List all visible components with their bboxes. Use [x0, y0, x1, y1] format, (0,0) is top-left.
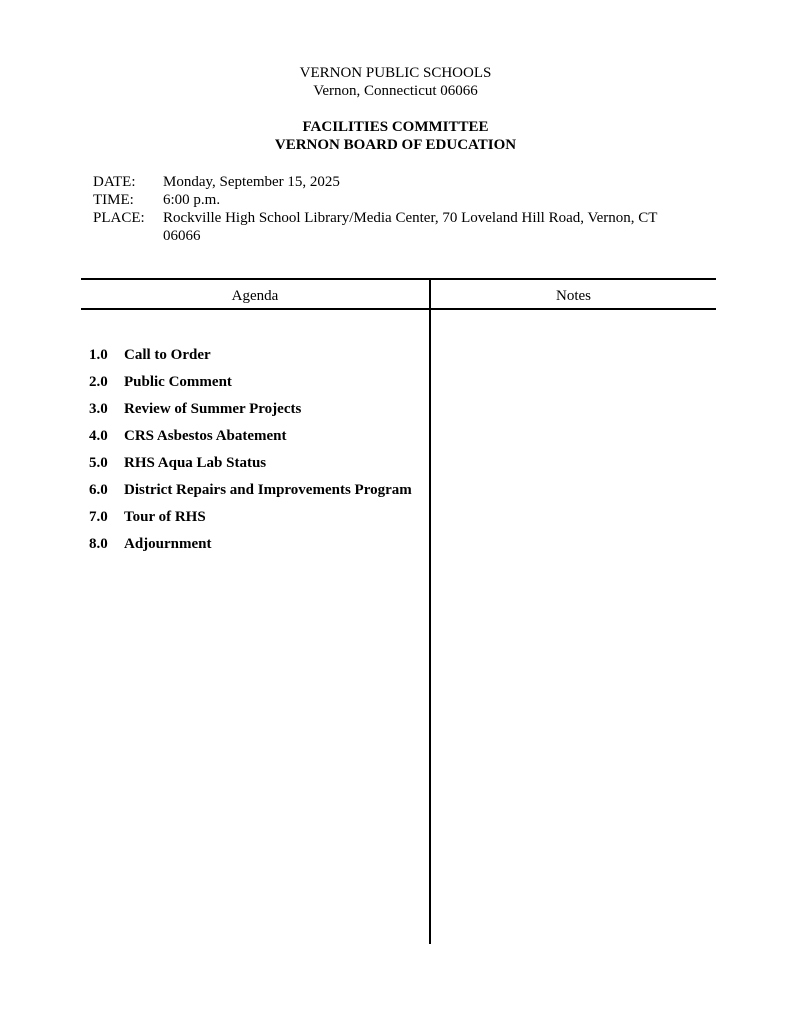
board-title: VERNON BOARD OF EDUCATION — [274, 137, 517, 153]
agenda-item-number: 2.0 — [89, 374, 108, 390]
agenda-item — [89, 346, 211, 364]
agenda-item-title: Adjournment — [124, 536, 212, 552]
date-value: Monday, September 15, 2025 — [163, 174, 340, 190]
agenda-item — [89, 400, 301, 418]
time-value: 6:00 p.m. — [163, 192, 221, 208]
organization-name: VERNON PUBLIC SCHOOLS — [299, 65, 492, 81]
agenda-item — [89, 508, 206, 526]
agenda-item-title: RHS Aqua Lab Status — [124, 455, 267, 471]
committee-title: FACILITIES COMMITTEE — [302, 119, 489, 135]
organization-location: Vernon, Connecticut 06066 — [313, 83, 478, 99]
table-header-rule — [81, 308, 716, 310]
agenda-column-header: Agenda — [231, 288, 279, 304]
agenda-item-number: 1.0 — [89, 347, 108, 363]
time-label: TIME: — [93, 192, 134, 208]
agenda-item-number: 8.0 — [89, 536, 108, 552]
column-divider — [429, 278, 431, 944]
agenda-item-title: District Repairs and Improvements Program — [124, 482, 412, 498]
agenda-item-title: Public Comment — [124, 374, 232, 390]
agenda-item-title: Call to Order — [124, 347, 211, 363]
agenda-item-number: 6.0 — [89, 482, 108, 498]
agenda-item-number: 4.0 — [89, 428, 108, 444]
agenda-item-number: 3.0 — [89, 401, 108, 417]
agenda-item — [89, 481, 412, 499]
agenda-item-title: Review of Summer Projects — [124, 401, 302, 417]
agenda-item-title: Tour of RHS — [124, 509, 206, 525]
date-label: DATE: — [93, 174, 136, 190]
agenda-item — [89, 535, 212, 553]
table-top-rule — [81, 278, 716, 280]
place-label: PLACE: — [93, 210, 145, 226]
agenda-item — [89, 373, 232, 391]
agenda-item — [89, 427, 287, 445]
agenda-item-number: 5.0 — [89, 455, 108, 471]
agenda-item-number: 7.0 — [89, 509, 108, 525]
place-value: Rockville High School Library/Media Center, 70 Loveland Hill Road, Vernon, CT 06066 — [163, 210, 658, 244]
agenda-item — [89, 454, 266, 472]
notes-column-header: Notes — [556, 288, 591, 304]
agenda-item-title: CRS Asbestos Abatement — [124, 428, 287, 444]
